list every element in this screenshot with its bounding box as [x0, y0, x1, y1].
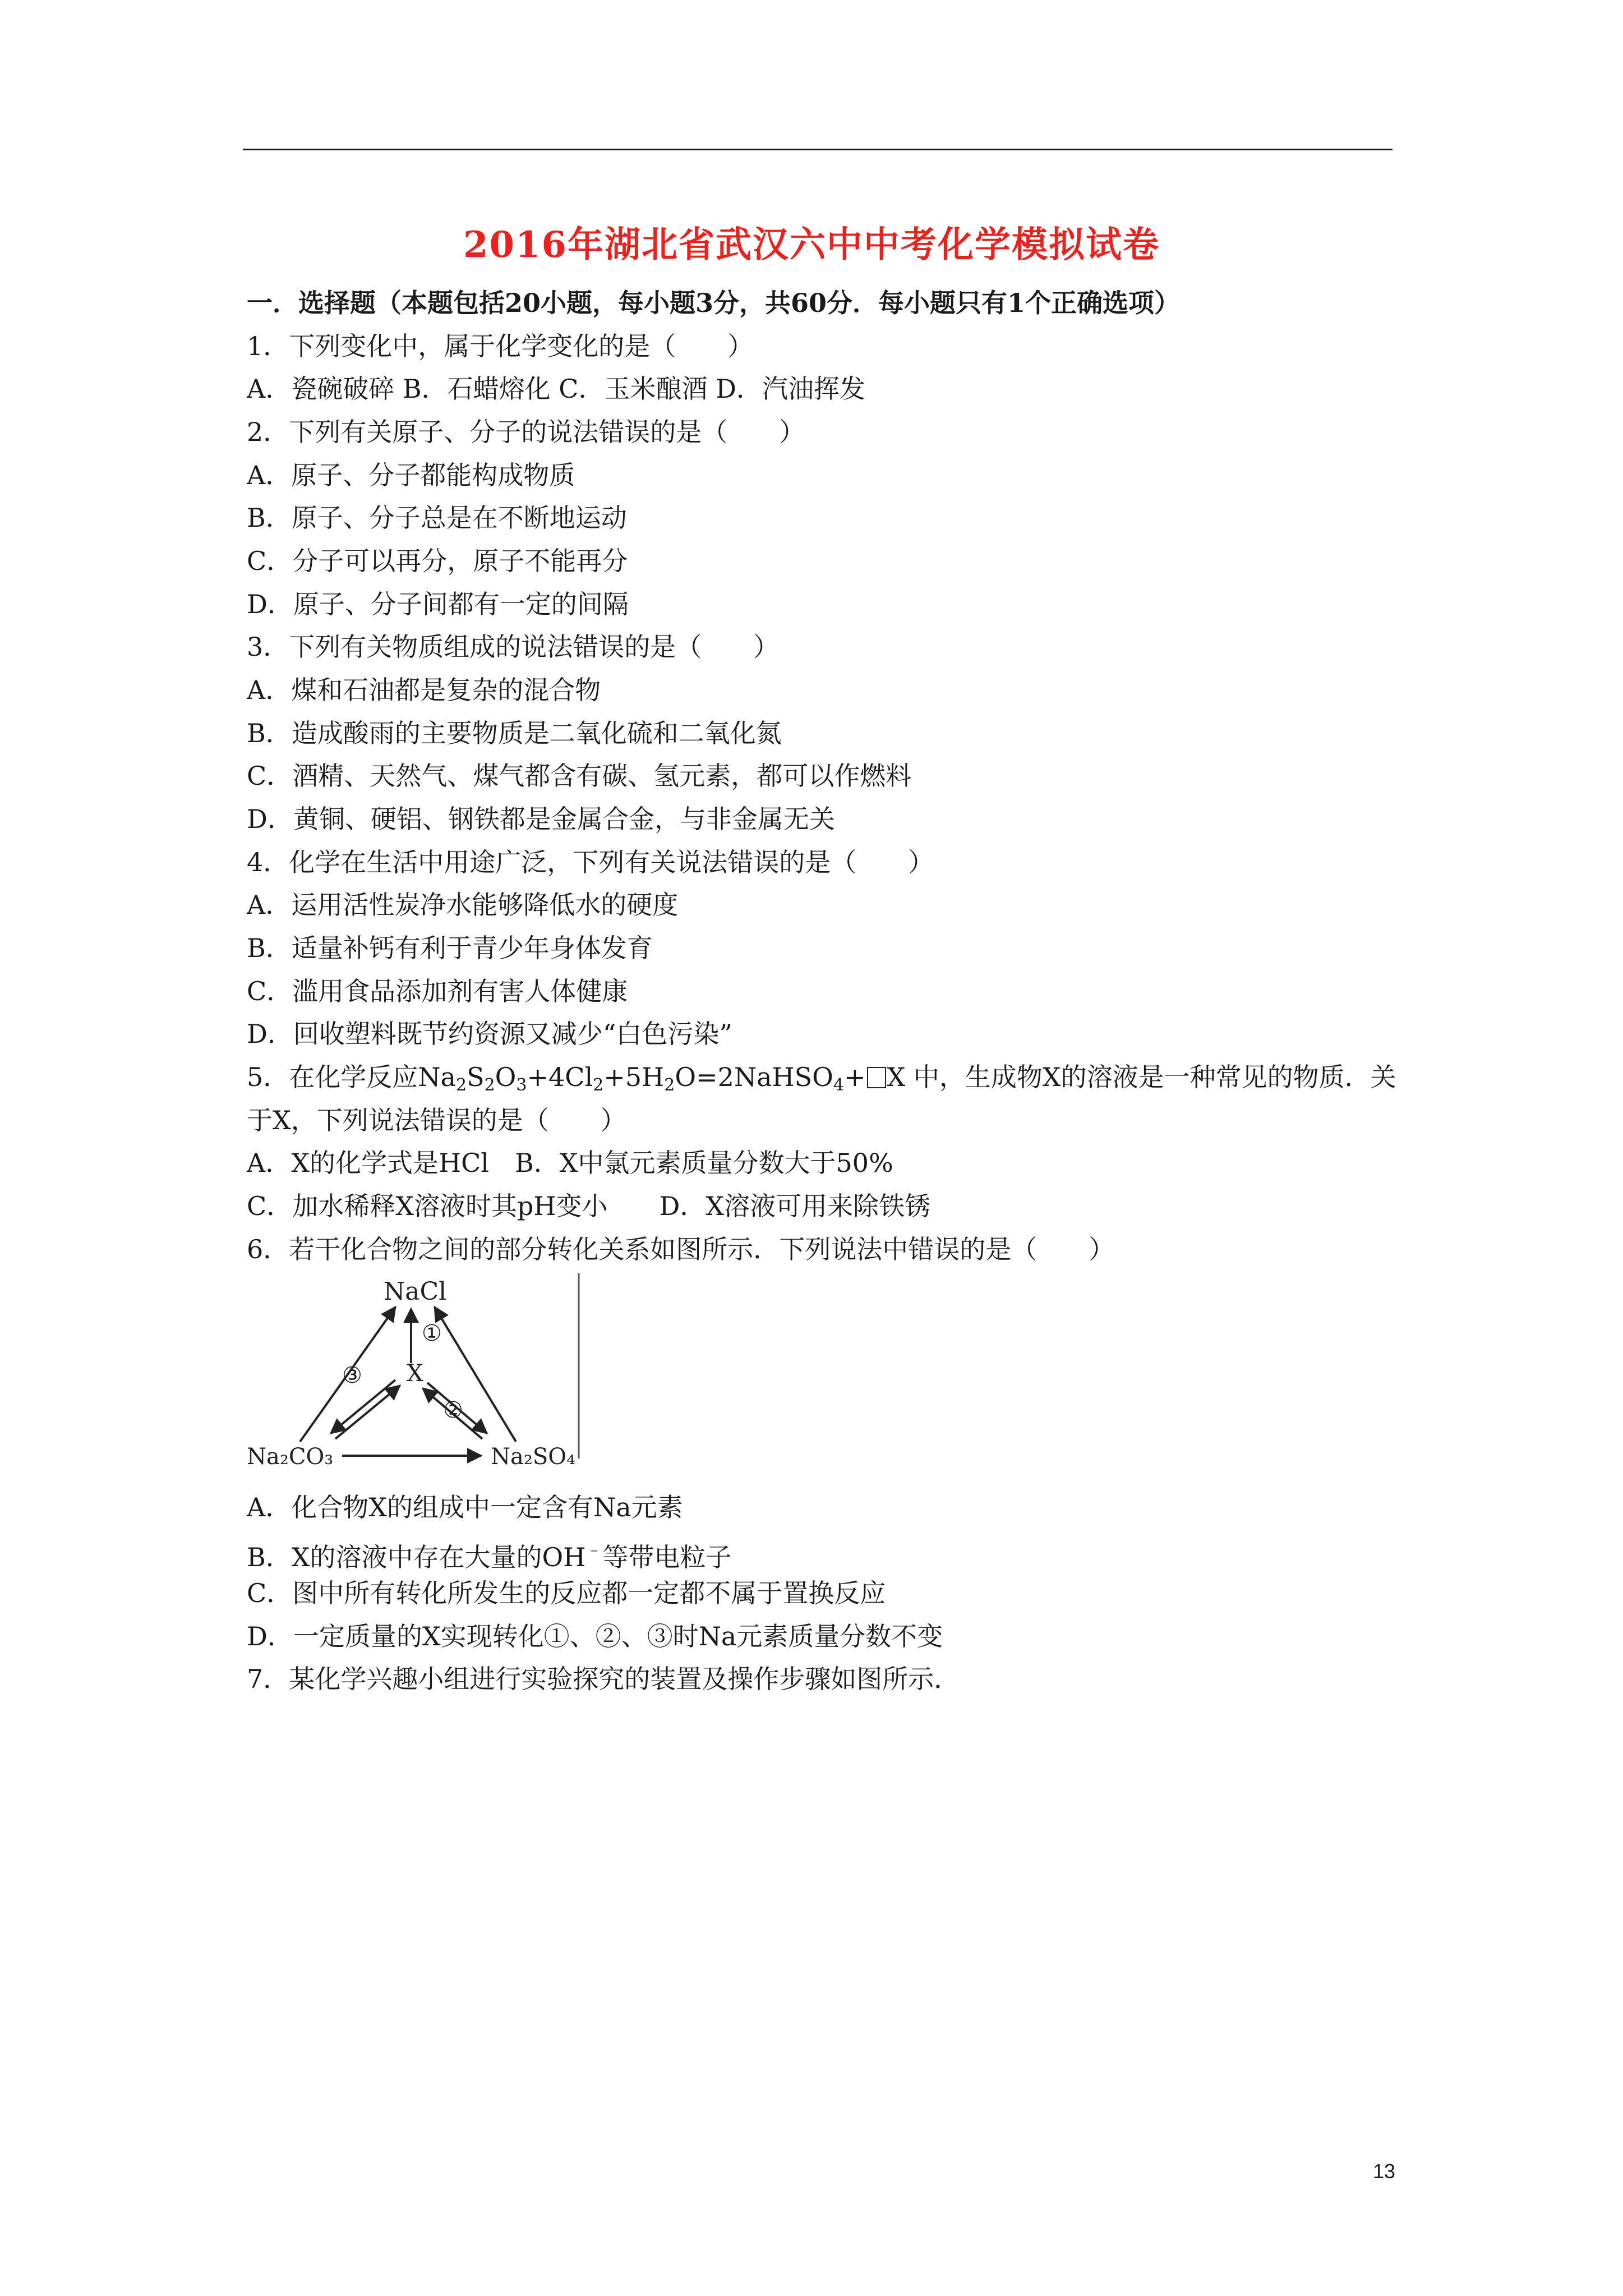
arrow-na2co3-to-x — [335, 1386, 400, 1439]
q4-option-c: C．滥用食品添加剂有害人体健康 — [247, 976, 628, 1006]
q2-option-d: D．原子、分子间都有一定的间隔 — [247, 589, 629, 619]
q4-stem: 4．化学在生活中用途广泛，下列有关说法错误的是（ ） — [247, 847, 934, 877]
node-nacl: NaCl — [383, 1277, 447, 1306]
q3-stem: 3．下列有关物质组成的说法错误的是（ ） — [247, 632, 780, 662]
q3-option-d: D．黄铜、硬铝、钢铁都是金属合金，与非金属无关 — [247, 804, 835, 834]
q2-stem: 2．下列有关原子、分子的说法错误的是（ ） — [247, 417, 805, 447]
label-circle-1: ① — [422, 1320, 442, 1346]
q2-option-a: A．原子、分子都能构成物质 — [247, 460, 575, 490]
q6-option-c: C．图中所有转化所发生的反应都一定都不属于置换反应 — [247, 1578, 886, 1608]
q6-conversion-diagram — [247, 1271, 580, 1475]
q3-option-c: C．酒精、天然气、煤气都含有碳、氢元素，都可以作燃料 — [247, 761, 912, 791]
q5-stem: 5．在化学反应$Na_2S_2O_3+4Cl_2+5H_2O=2NaHSO_4+ X$ 中，生成物X的溶液是一种常见的物质．关 — [247, 1062, 1396, 1095]
q6-stem: 6．若干化合物之间的部分转化关系如图所示．下列说法中错误的是（ ） — [247, 1234, 1115, 1264]
arrow-x-to-na2co3 — [331, 1380, 395, 1433]
q6-option-d: D．一定质量的X实现转化①、②、③时Na元素质量分数不变 — [247, 1621, 943, 1651]
q7-stem: 7．某化学兴趣小组进行实验探究的装置及操作步骤如图所示． — [247, 1664, 960, 1694]
q1-options: A．瓷碗破碎 B．石蜡熔化 C．玉米酿酒 D．汽油挥发 — [247, 374, 865, 404]
label-circle-3: ③ — [342, 1363, 362, 1388]
q5-options-cd: C．加水稀释X溶液时其pH变小 D．X溶液可用来除铁锈 — [247, 1191, 931, 1221]
q3-option-b: B．造成酸雨的主要物质是二氧化硫和二氧化氮 — [247, 718, 782, 748]
section-heading: 一．选择题（本题包括20小题，每小题3分，共60分．每小题只有1个正确选项） — [247, 288, 1181, 318]
q5-options-ab: A．X的化学式是HCl B．X中氯元素质量分数大于50% — [247, 1148, 893, 1178]
blank-box — [867, 1067, 886, 1088]
header-rule — [243, 149, 1393, 150]
q1-stem: 1．下列变化中，属于化学变化的是（ ） — [247, 331, 754, 361]
page-title: 2016年湖北省武汉六中中考化学模拟试卷 — [463, 224, 1160, 266]
q4-option-d: D．回收塑料既节约资源又减少“白色污染” — [247, 1019, 732, 1049]
node-na2so4: Na₂SO₄ — [491, 1444, 576, 1470]
node-na2co3: Na₂CO₃ — [247, 1444, 334, 1470]
q2-option-c: C．分子可以再分，原子不能再分 — [247, 546, 628, 576]
node-x: X — [407, 1359, 423, 1387]
label-circle-2: ② — [443, 1397, 463, 1423]
q3-option-a: A．煤和石油都是复杂的混合物 — [247, 675, 601, 705]
page-number: 13 — [1373, 2160, 1396, 2183]
q6-option-a: A．化合物X的组成中一定含有Na元素 — [247, 1492, 683, 1522]
q4-option-b: B．适量补钙有利于青少年身体发育 — [247, 933, 653, 963]
q6-option-b: B．X的溶液中存在大量的OH﹣等带电粒子 — [247, 1540, 732, 1572]
q4-option-a: A．运用活性炭净水能够降低水的硬度 — [247, 890, 679, 920]
q5-stem-line2: 于X，下列说法错误的是（ ） — [247, 1105, 626, 1135]
q2-option-b: B．原子、分子总是在不断地运动 — [247, 503, 627, 533]
